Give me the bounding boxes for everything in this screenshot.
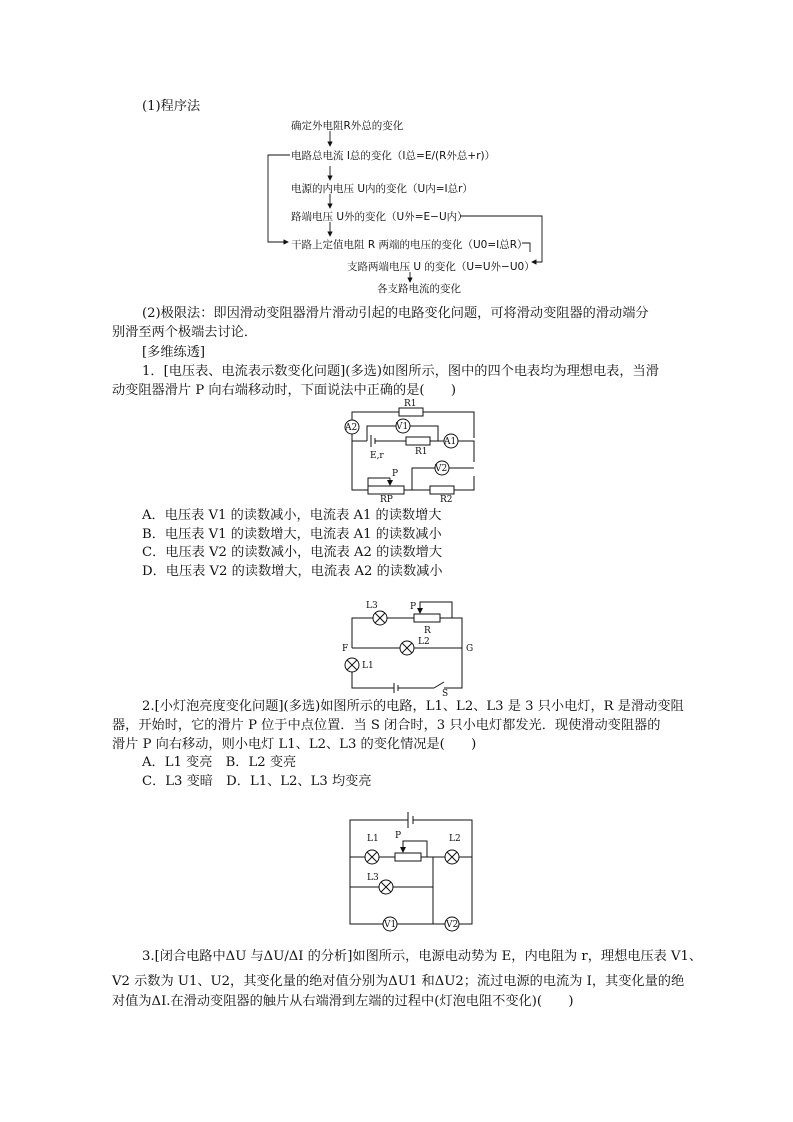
q3-stem-line-3: 对值为ΔI.在滑动变阻器的触片从右端滑到左端的过程中(灯泡电阻不变化)( )	[112, 994, 574, 1009]
fig1-label-a1: A1	[444, 437, 457, 447]
q1-option-d: D．电压表 V2 的读数增大，电流表 A2 的读数减小	[142, 564, 443, 579]
practice-heading: [多维练透]	[142, 345, 206, 360]
fig1-label-rp: RP	[380, 495, 393, 505]
method-2-line-2: 别滑至两个极端去讨论．	[112, 325, 258, 340]
q2-stem-line-2: 器，开始时，它的滑片 P 位于中点位置．当 S 闭合时，3 只小电灯都发光．现使滑动变阻器的	[112, 718, 661, 733]
fig2-label-r: R	[424, 626, 431, 636]
flow-step-2: 电路总电流 I总的变化（I总=E/(R外总+r)）	[291, 150, 496, 162]
method-2-line-1: (2)极限法：即因滑动变阻器滑片滑动引起的电路变化问题，可将滑动变阻器的滑动端分	[142, 306, 649, 321]
q3-circuit-diagram	[345, 807, 485, 937]
fig1-label-r1-top: R1	[404, 399, 417, 409]
fig3-label-l1: L1	[367, 834, 379, 844]
fig1-label-a2: A2	[345, 423, 358, 433]
flow-step-5: 干路上定值电阻 R 两端的电压的变化（U0=I总R）	[291, 239, 528, 251]
q2-options-line-2: C．L3 变暗 D．L1、L2、L3 均变亮	[142, 774, 372, 789]
q1-option-c: C．电压表 V2 的读数减小，电流表 A2 的读数增大	[142, 545, 443, 560]
fig1-label-r1-mid: R1	[415, 447, 428, 457]
method-1-heading: (1)程序法	[142, 99, 201, 114]
q1-stem-line-1: 1．[电压表、电流表示数变化问题](多选)如图所示，图中的四个电表均为理想电表，当滑	[142, 364, 659, 379]
fig2-label-f: F	[342, 644, 349, 654]
flow-step-6: 支路两端电压 U 的变化（U=U外−U0）	[347, 261, 535, 273]
fig1-label-er: E,r	[370, 451, 384, 461]
fig1-label-v2: V2	[435, 464, 448, 474]
fig3-label-p: P	[395, 831, 402, 841]
flowchart-arrows	[0, 0, 793, 300]
q2-circuit-diagram	[340, 598, 480, 699]
q2-stem-line-1: 2.[小灯泡亮度变化问题](多选)如图所示的电路，L1、L2、L3 是 3 只小电灯，R 是滑动变阻	[142, 699, 684, 714]
q1-option-b: B．电压表 V1 的读数增大，电流表 A1 的读数减小	[142, 527, 442, 542]
q1-stem-line-2: 动变阻器滑片 P 向右端移动时，下面说法中正确的是( )	[112, 383, 457, 398]
flow-step-4: 路端电压 U外的变化（U外=E−U内）	[291, 211, 468, 223]
fig2-label-p: P	[410, 602, 417, 612]
fig2-label-l2: L2	[418, 637, 430, 647]
fig2-label-l3: L3	[366, 601, 378, 611]
fig1-label-p: P	[392, 469, 399, 479]
fig2-label-l1: L1	[362, 661, 374, 671]
q3-stem-line-2: V2 示数为 U1、U2，其变化量的绝对值分别为ΔU1 和ΔU2；流过电源的电流为 I，其变化量的绝	[112, 974, 685, 989]
fig3-label-v2: V2	[446, 920, 459, 930]
fig1-label-r2: R2	[440, 495, 453, 505]
fig3-label-l3: L3	[367, 873, 379, 883]
q3-stem-line-1: 3.[闭合电路中ΔU 与ΔU/ΔI 的分析]如图所示，电源电动势为 E，内电阻为 r，理想电压表 V1、	[142, 949, 703, 964]
q2-options-line-1: A．L1 变亮 B．L2 变亮	[142, 755, 297, 770]
flow-step-1: 确定外电阻R外总的变化	[291, 120, 404, 132]
q1-option-a: A．电压表 V1 的读数减小，电流表 A1 的读数增大	[142, 508, 442, 523]
flow-step-3: 电源的内电压 U内的变化（U内=I总r）	[291, 183, 473, 195]
q2-stem-line-3: 滑片 P 向右移动，则小电灯 L1、L2、L3 的变化情况是( )	[112, 737, 477, 752]
fig2-label-g: G	[466, 644, 474, 654]
fig1-label-v1: V1	[396, 422, 409, 432]
q1-circuit-diagram	[340, 398, 490, 505]
fig3-label-v1: V1	[384, 920, 397, 930]
fig3-label-l2: L2	[449, 834, 461, 844]
fig2-label-s: S	[442, 689, 449, 699]
flow-step-7: 各支路电流的变化	[377, 283, 461, 295]
